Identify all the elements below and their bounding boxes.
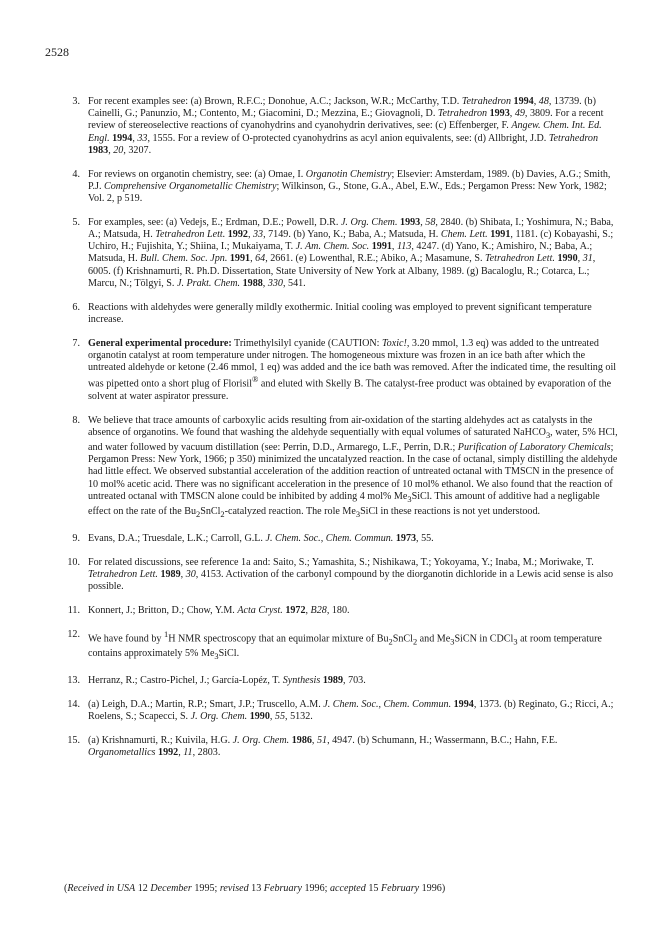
reference-item: [58, 415, 618, 522]
reference-item: [58, 302, 618, 326]
reference-text: For recent examples see: (a) Brown, R.F.C.; Donohue, A.C.; Jackson, W.R.; McCarthy, T.D. Tetrahedron 1994, 48, 13739. (b) Cainelli, G.; Panunzio, M.; Contento, M.; Giacomini, D.; Mezzina, E.; Giovagnoli, D. Tetrahedron 1993, 49, 3809. For a recent review of stereoselective reactions of cyanohydrins and cyanohydrin derivatives, see: (c) Effenberger, F. Angew. Chem. Int. Ed. Engl. 1994, 33, 1555. For a review of O-protected cyanohydrins as acyl anion equivalents, see: (d) Allbright, J.D. Tetrahedron 1983, 20, 3207.: [88, 96, 604, 156]
reference-text: We believe that trace amounts of carboxylic acids resulting from air-oxidation of the starting aldehydes act as catalysts in the absence of organotins. We found that washing the aldehyde sequentially with equal volumes of saturated NaHCO$_3$, water, 5% HCl, and water followed by vacuum distillation (see: Perrin, D.D., Armarego, L.F., Perrin, D.R.; Purification of Laboratory Chemicals; Pergamon Press: New York, 1966; p 350) minimized the uncatalyzed reaction. In the case of octanal, simply distilling the aldehyde had little effect. We observed substantial acceleration of the addition reaction of untreated octanal with TMSCN in the presence of 10 mol% acetic acid. There was no significant acceleration in the presence of 10 mol% ethanol. We also found that the reaction of untreated octanal with TMSCN alone could be inhibited by adding 4 mol% $Me_3SiCl$. This amount of additive had a negligable effect on the rate of the $Bu_2SnCl_2$-catalyzed reaction. The role $Me_3SiCl$ in these reactions is not yet understood.: [88, 414, 618, 520]
reference-text: Reactions with aldehydes were generally mildly exothermic. Initial cooling was employed to prevent significant temperature increase.: [88, 301, 592, 325]
reference-item: [58, 629, 618, 664]
reference-text: Herranz, R.; Castro-Pichel, J.; García-Lopéz, T. Synthesis 1989, 703.: [88, 675, 366, 687]
reference-number: 11.: [67, 604, 80, 616]
reference-number: 15.: [67, 734, 80, 746]
reference-item: [58, 217, 618, 290]
reference-number: 5.: [72, 216, 80, 228]
reference-text: For examples, see: (a) Vedejs, E.; Erdman, D.E.; Powell, D.R. J. Org. Chem. 1993, 58, 2840. (b) Shibata, I.; Yoshimura, N.; Baba, A.; Matsuda, H. Tetrahedron Lett. 1992, 33, 7149. (b) Yano, K.; Baba, A.; Matsuda, H. Chem. Lett. 1991, 1181. (c) Kobayashi, S.; Uchiro, H.; Fujishita, Y.; Shiina, I.; Mukaiyama, T. J. Am. Chem. Soc. 1991, 113, 4247. (d) Yano, K.; Amishiro, N.; Baba, A.; Matsuda, H. Bull. Chem. Soc. Jpn. 1991, 64, 2661. (e) Lowenthal, R.E.; Abiko, A.; Masamune, S. Tetrahedron Lett. 1990, 31, 6005. (f) Krishnamurti, R. Ph.D. Dissertation, State University of New York at Albany, 1989. (g) Bacaloglu, R.; Cotarca, L.; Marcu, N.; Tölgyi, S. J. Prakt. Chem. 1988, 330, 541.: [88, 216, 614, 289]
reference-list: [58, 96, 618, 771]
page-number: 2528: [45, 45, 69, 59]
reference-number: 7.: [72, 337, 80, 349]
reference-text: Evans, D.A.; Truesdale, L.K.; Carroll, G.L. J. Chem. Soc., Chem. Commun. 1973, 55.: [88, 532, 434, 544]
reference-number: 6.: [72, 301, 80, 313]
reference-item: [58, 675, 618, 687]
reference-number: 4.: [72, 168, 80, 180]
reference-number: 10.: [67, 556, 80, 568]
reference-text: General experimental procedure: Trimethylsilyl cyanide (CAUTION: Toxic!, 3.20 mmol, 1.3 eq) was added to the untreated organotin catalyst at room temperature under nitrogen. The homogeneous mixture was frozen in an ice bath after which the untreated aldehyde or ketone (2.46 mmol, 1 eq) was added and the ice bath was removed. After the indicated time, the resulting oil was pipetted onto a short plug of Florisil® and eluted with Skelly B. The catalyst-free product was obtained by evaporation of the solvent at water aspirator pressure.: [88, 337, 617, 402]
reference-number: 12.: [67, 628, 80, 640]
reference-item: [58, 533, 618, 545]
reference-text: For related discussions, see reference 1a and: Saito, S.; Yamashita, S.; Nishikawa, T.; Yokoyama, Y.; Inaba, M.; Moriwake, T. Tetrahedron Lett. 1989, 30, 4153. Activation of the carbonyl compound by the diorganotin dichloride in a Lewis acid sense is also possible.: [88, 556, 613, 593]
reference-item: [58, 699, 618, 723]
reference-text: We have found by $^1$H NMR spectroscopy that an equimolar mixture of $Bu_2SnCl_2$ and $Me_3SiCN$ in CDCl$_3$ at room temperature contains approximately 5% $Me_3SiCl$.: [88, 629, 602, 662]
reference-item: [58, 96, 618, 157]
reference-item: [58, 735, 618, 759]
reference-item: [58, 169, 618, 206]
reference-item: [58, 557, 618, 594]
reference-text: Konnert, J.; Britton, D.; Chow, Y.M. Acta Cryst. 1972, B28, 180.: [88, 604, 350, 616]
reference-item: [58, 338, 618, 403]
reference-text: (a) Leigh, D.A.; Martin, R.P.; Smart, J.P.; Truscello, A.M. J. Chem. Soc., Chem. Commun. 1994, 1373. (b) Reginato, G.; Ricci, A.; Roelens, S.; Scapecci, S. J. Org. Chem. 1990, 55, 5132.: [88, 698, 614, 723]
reference-item: [58, 605, 618, 617]
reference-number: 9.: [72, 532, 80, 544]
reference-text: For reviews on organotin chemistry, see: (a) Omae, I. Organotin Chemistry; Elsevier: Amsterdam, 1989. (b) Davies, A.G.; Smith, P.J. Comprehensive Organometallic Chemistry; Wilkinson, G., Stone, G.A., Abel, E.W., Eds.; Pergamon Press: New York, 1982; Vol. 2, p 519.: [88, 168, 611, 205]
reference-number: 13.: [67, 675, 80, 687]
reference-number: 3.: [72, 96, 80, 107]
reference-text: (a) Krishnamurti, R.; Kuivila, H.G. J. Org. Chem. 1986, 51, 4947. (b) Schumann, H.; Wassermann, B.C.; Hahn, F.E. Organometallics 1992, 11, 2803.: [88, 734, 558, 759]
reference-number: 8.: [72, 414, 80, 426]
reference-number: 14.: [67, 698, 80, 710]
received-dates-note: (Received in USA 12 December 1995; revised 13 February 1996; accepted 15 February 1996): [64, 883, 446, 894]
